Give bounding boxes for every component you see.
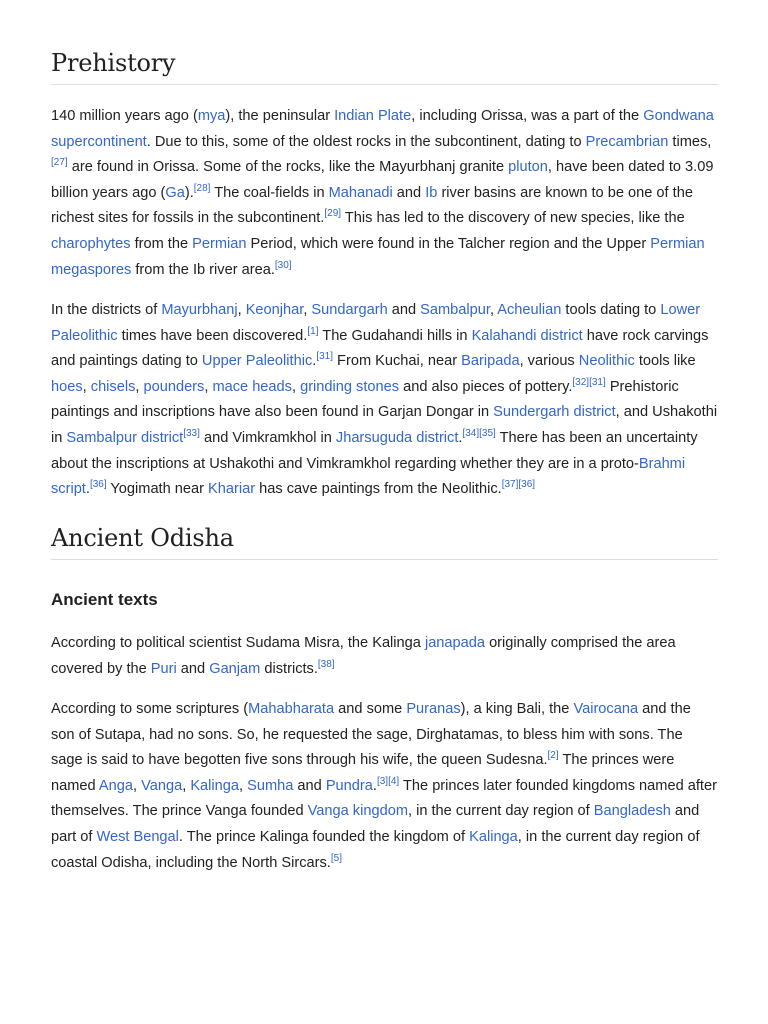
citation-link[interactable]: [3][4]	[376, 775, 400, 787]
citation-link[interactable]: [33]	[183, 428, 200, 440]
body-text: The Gudahandi hills in	[318, 327, 472, 344]
section-heading-prehistory: Prehistory	[51, 48, 718, 85]
body-text: Prehistoric paintings and inscriptions have also been found in Garjan Dongar in	[51, 378, 679, 421]
body-text: , various	[519, 353, 579, 370]
body-text: ,	[135, 378, 144, 395]
body-text: and	[176, 660, 210, 677]
body-text: .	[372, 777, 377, 794]
article-link[interactable]: Sumha	[247, 777, 294, 794]
body-text: , and Ushakothi in	[51, 404, 718, 446]
body-text: According to some scriptures (	[51, 701, 249, 717]
body-text: and	[387, 302, 421, 318]
article-link[interactable]: chisels	[90, 378, 136, 395]
article-link[interactable]: Pundra	[325, 777, 373, 794]
citation-link[interactable]: [29]	[324, 208, 342, 220]
body-text: times,	[668, 133, 712, 150]
body-text: .	[458, 429, 463, 446]
body-text: ).	[184, 184, 194, 201]
body-text: and	[392, 184, 426, 201]
body-text: ), a king Bali, the	[460, 701, 574, 717]
body-text: and the son of Sutapa, had no sons. So, he requested the sage, Dirghatamas, to bless him with sons. The sage is said to have begotten five sons through his wife, the queen Sudesna.	[51, 701, 691, 769]
article-link[interactable]: Anga	[98, 777, 133, 794]
article-link[interactable]: Brahmi script	[51, 455, 686, 498]
paragraph-ancient-1	[51, 631, 718, 682]
article-link[interactable]: mace heads	[212, 378, 292, 395]
citation-link[interactable]: [37][36]	[501, 479, 536, 491]
article-link[interactable]: hoes	[51, 378, 83, 395]
body-text: originally comprised the area covered by the	[51, 635, 676, 677]
citation-link[interactable]: [34][35]	[462, 428, 496, 440]
article-link[interactable]: Ganjam	[209, 660, 261, 677]
article-link[interactable]: mya	[197, 108, 226, 124]
article-link[interactable]: Jharsuguda district	[335, 429, 459, 446]
article-link[interactable]: Kalinga	[190, 777, 239, 794]
article-link[interactable]: Kalahandi district	[471, 327, 583, 344]
article-link[interactable]: Vanga kingdom	[307, 803, 408, 820]
body-text: and part of	[51, 803, 700, 845]
paragraph-prehistory-1	[51, 104, 718, 283]
citation-link[interactable]: [27]	[51, 157, 68, 169]
body-text: .	[312, 353, 317, 370]
body-text: from the Ib river area.	[131, 261, 275, 278]
body-text: from the	[130, 235, 193, 252]
body-text: ,	[82, 378, 91, 395]
article-link[interactable]: Neolithic	[578, 353, 635, 370]
article-link[interactable]: pluton	[508, 159, 548, 176]
paragraph-ancient-2	[51, 697, 718, 876]
body-text: This has led to the discovery of new species, like the	[341, 210, 685, 227]
body-text: ,	[182, 777, 191, 794]
body-text: There has been an uncertainty about the inscriptions at Ushakothi and Vimkramkhol regarding whether they are in a proto-	[51, 429, 698, 472]
body-text: The princes were named	[51, 752, 675, 794]
article-link[interactable]: Ib	[425, 184, 438, 201]
article-link[interactable]: Vanga	[141, 777, 183, 794]
article-link[interactable]: Bangladesh	[593, 803, 671, 820]
body-text: From Kuchai, near	[333, 353, 462, 370]
article-link[interactable]: Sundergarh district	[493, 404, 616, 421]
body-text: . Due to this, some of the oldest rocks in the subcontinent, dating to	[146, 133, 586, 150]
article-link[interactable]: Upper Paleolithic	[201, 353, 313, 370]
body-text: ,	[303, 302, 312, 318]
article-link[interactable]: Permian	[192, 235, 247, 252]
body-text: and some	[334, 701, 407, 717]
body-text: tools dating to	[561, 302, 661, 318]
article-link[interactable]: Indian Plate	[334, 108, 412, 124]
article-link[interactable]: Sambalpur district	[66, 429, 184, 446]
body-text: The coal-fields in	[210, 184, 329, 201]
article-link[interactable]: Precambrian	[585, 133, 669, 150]
article-link[interactable]: Permian megaspores	[51, 235, 705, 278]
body-text: The princes later founded kingdoms named after themselves. The prince Vanga founded	[51, 777, 717, 820]
body-text: river basins are known to be one of the richest sites for fossils in the subcontinent.	[51, 184, 693, 227]
body-text: have rock carvings and paintings dating to	[51, 327, 709, 370]
paragraph-prehistory-2	[51, 298, 718, 503]
article-link[interactable]: Keonjhar	[245, 302, 304, 318]
body-text: districts.	[260, 660, 318, 677]
body-text: , have been dated to 3.09 billion years ago (	[51, 159, 714, 201]
body-text: ,	[132, 777, 142, 794]
body-text: ,	[239, 777, 248, 794]
body-text: and also pieces of pottery.	[399, 378, 573, 395]
article-link[interactable]: pounders	[143, 378, 205, 395]
body-text: and	[293, 777, 326, 794]
body-text: .	[85, 481, 90, 498]
article-link[interactable]: Sambalpur	[420, 302, 490, 318]
article-link[interactable]: Vairocana	[573, 701, 639, 717]
article-link[interactable]: Acheulian	[497, 302, 562, 318]
article-link[interactable]: Puri	[150, 660, 177, 677]
body-text: , including Orissa, was a part of the	[411, 108, 644, 124]
article-link[interactable]: Kalinga	[469, 828, 518, 845]
article-link[interactable]: Mahanadi	[328, 184, 393, 201]
article-link[interactable]: charophytes	[51, 235, 131, 252]
article-link[interactable]: Mahabharata	[248, 701, 335, 717]
article-link[interactable]: West Bengal	[96, 828, 179, 845]
article-link[interactable]: Puranas	[406, 701, 461, 717]
body-text: Period, which were found in the Talcher region and the Upper	[246, 235, 651, 252]
article-link[interactable]: Mayurbhanj	[161, 302, 238, 318]
article-link[interactable]: janapada	[424, 635, 486, 651]
body-text: ,	[204, 378, 213, 395]
article-link[interactable]: Khariar	[208, 481, 256, 498]
body-text: In the districts of	[51, 302, 162, 318]
body-text: , in the current day region of	[407, 803, 594, 820]
body-text: ,	[237, 302, 246, 318]
citation-link[interactable]: [28]	[193, 182, 211, 194]
subsection-heading-ancient-texts: Ancient texts	[51, 590, 158, 609]
citation-link[interactable]: [32][31]	[572, 376, 606, 388]
body-text: has cave paintings from the Neolithic.	[255, 481, 502, 498]
body-text: ,	[291, 378, 301, 395]
citation-link[interactable]: [30]	[274, 259, 292, 271]
section-heading-ancient-odisha: Ancient Odisha	[51, 523, 718, 560]
article-link[interactable]: Sundargarh	[311, 302, 388, 318]
body-text: , in the current day region of coastal Odisha, including the North Sircars.	[51, 828, 700, 871]
article-link[interactable]: Baripada	[461, 353, 520, 370]
citation-link[interactable]: [36]	[89, 479, 107, 491]
citation-link[interactable]: [38]	[317, 658, 335, 670]
article-link[interactable]: grinding stones	[300, 378, 400, 395]
body-text: ), the peninsular	[225, 108, 335, 124]
body-text: Yogimath near	[106, 481, 209, 498]
article-link[interactable]: Ga	[165, 184, 185, 201]
article-link[interactable]: Gondwana supercontinent	[51, 108, 714, 150]
body-text: times have been discovered.	[117, 327, 308, 344]
body-text: 140 million years ago (	[51, 108, 198, 124]
citation-link[interactable]: [5]	[330, 852, 342, 864]
body-text: are found in Orissa. Some of the rocks, like the Mayurbhanj granite	[67, 159, 509, 176]
body-text: . The prince Kalinga founded the kingdom of	[178, 828, 470, 845]
citation-link[interactable]: [1]	[307, 325, 319, 337]
body-text: According to political scientist Sudama Misra, the Kalinga	[51, 635, 425, 651]
body-text: and Vimkramkhol in	[199, 429, 336, 446]
body-text: tools like	[634, 353, 696, 370]
citation-link[interactable]: [2]	[547, 750, 559, 762]
body-text: ,	[489, 302, 498, 318]
article-link[interactable]: Lower Paleolithic	[51, 302, 701, 344]
citation-link[interactable]: [31]	[316, 351, 333, 363]
